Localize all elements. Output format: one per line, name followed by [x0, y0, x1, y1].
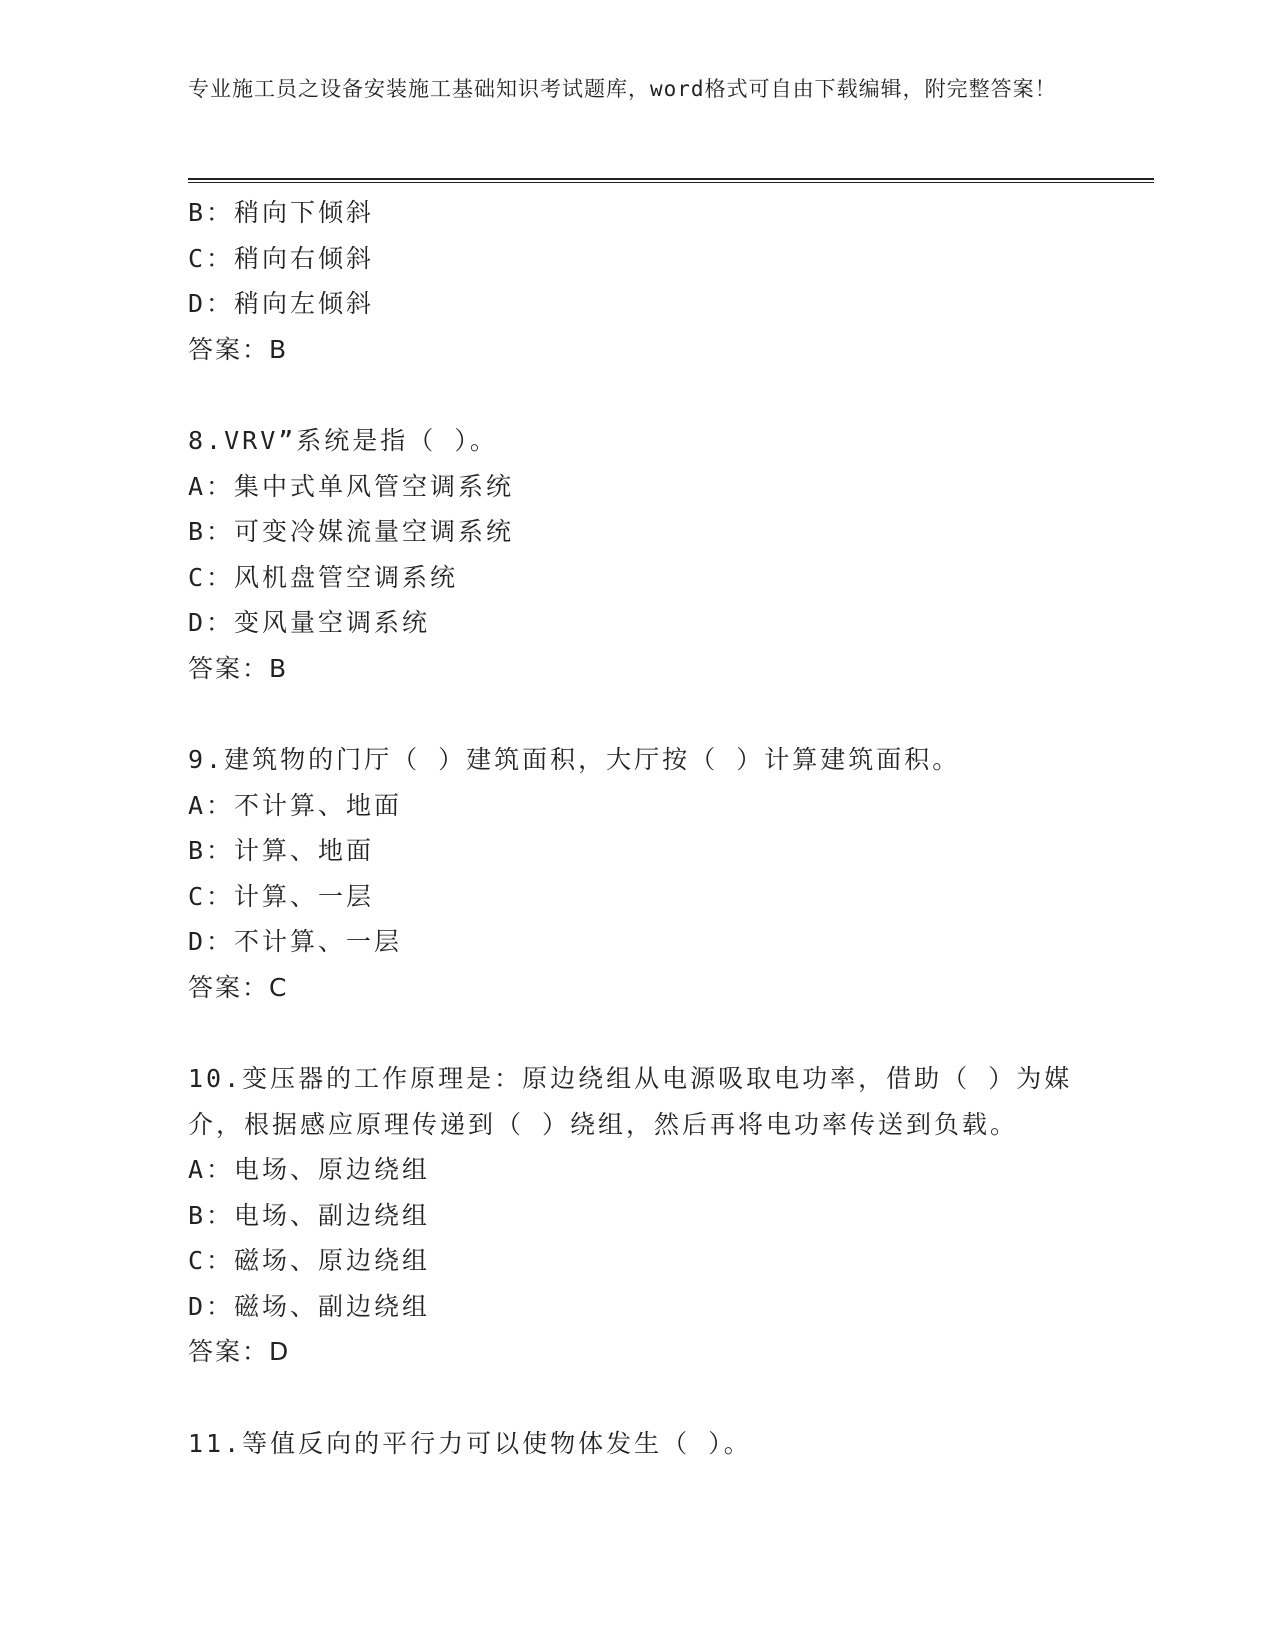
option-b: B：稍向下倾斜 [188, 198, 375, 227]
question-stem: 11.等值反向的平行力可以使物体发生（ ）。 [188, 1428, 752, 1458]
answer-line: 答案：B [188, 334, 289, 364]
answer-line: 答案：B [188, 653, 289, 683]
option-d: D：变风量空调系统 [188, 608, 431, 637]
question-7-continued [188, 190, 1118, 372]
question-8 [188, 418, 1118, 691]
option-b: B：计算、地面 [188, 836, 375, 865]
question-stem: 10.变压器的工作原理是：原边绕组从电源吸取电功率，借助（ ）为媒介，根据感应原理传递到（ ）绕组，然后再将电功率传送到负载。 [188, 1064, 1073, 1139]
option-d: D：磁场、副边绕组 [188, 1291, 431, 1321]
option-d: D：稍向左倾斜 [188, 289, 375, 318]
option-b: B：电场、副边绕组 [188, 1200, 431, 1230]
question-10 [188, 1056, 1118, 1375]
answer-line: 答案：D [188, 1337, 291, 1366]
question-stem: 8.VRV”系统是指（ ）。 [188, 426, 498, 455]
question-9 [188, 737, 1118, 1010]
option-a: A：不计算、地面 [188, 790, 403, 820]
question-stem: 9.建筑物的门厅（ ）建筑面积，大厅按（ ）计算建筑面积。 [188, 745, 961, 774]
option-b: B：可变冷媒流量空调系统 [188, 517, 515, 546]
option-c: C：稍向右倾斜 [188, 243, 375, 273]
page-header: 专业施工员之设备安装施工基础知识考试题库，word格式可自由下载编辑，附完整答案！ [188, 77, 1057, 101]
option-c: C：磁场、原边绕组 [188, 1246, 431, 1275]
option-a: A：电场、原边绕组 [188, 1155, 431, 1184]
question-11 [188, 1421, 1118, 1467]
option-c: C：计算、一层 [188, 881, 375, 911]
option-a: A：集中式单风管空调系统 [188, 471, 515, 501]
header-divider [188, 178, 1154, 183]
option-d: D：不计算、一层 [188, 927, 403, 956]
answer-line: 答案：C [188, 972, 289, 1002]
option-c: C：风机盘管空调系统 [188, 562, 459, 592]
question-list [188, 190, 1118, 1466]
